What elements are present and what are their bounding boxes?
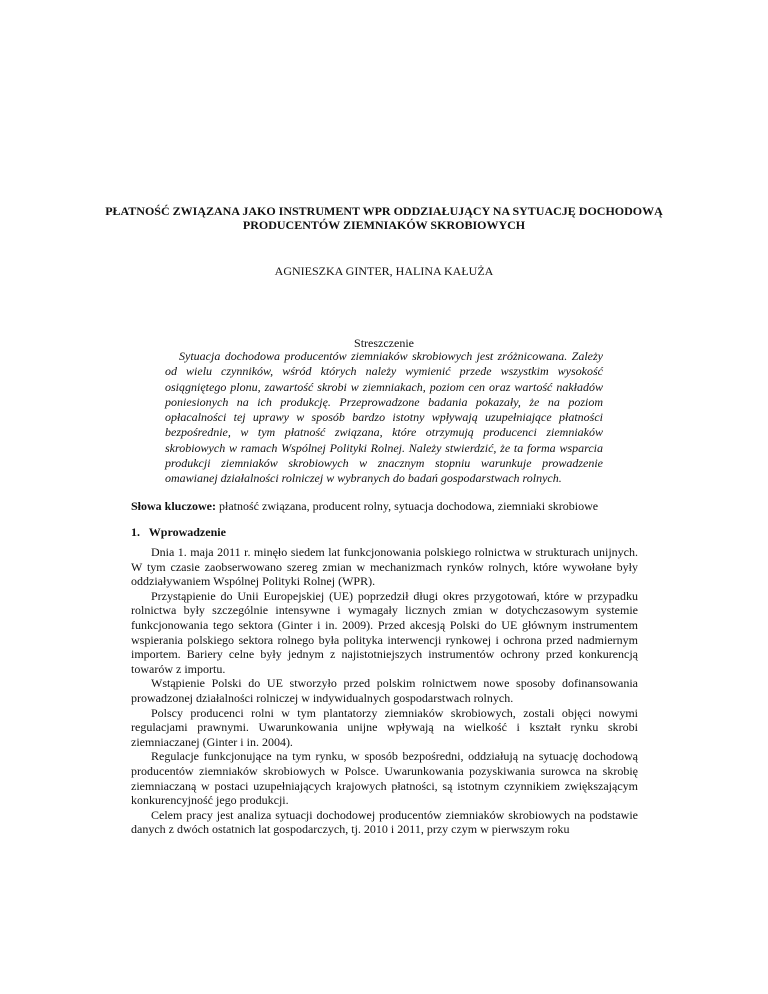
keywords-text: płatność związana, producent rolny, sytuacja dochodowa, ziemniaki skrobiowe [219, 499, 599, 513]
paragraph: Przystąpienie do Unii Europejskiej (UE) poprzedził długi okres przygotowań, które w przypadku rolnictwa były szczególnie intensywne i wymagały licznych zmian w dotychczasowym systemie funkcjonowania tego sektora (Ginter i in. 2009). Przed akcesją Polski do UE głównym instrumentem wspierania polskiego sektora rolnego była polityka interwencji rynkowej i ochrona przed nadmiernym importem. Bariery celne były jednym z najistotniejszych instrumentów ochrony przed konkurencją towarów z importu. [131, 588, 638, 676]
abstract-heading: Streszczenie [354, 336, 414, 350]
paragraph: Dnia 1. maja 2011 r. minęło siedem lat funkcjonowania polskiego rolnictwa w strukturach unijnych. W tym czasie zaobserwowano szereg zmian w mechanizmach rynków rolnych, które wywołane były oddziaływaniem Wspólnej Polityki Rolnej (WPR). [131, 545, 638, 589]
paragraph: Polscy producenci rolni w tym plantatorzy ziemniaków skrobiowych, zostali objęci nowymi regulacjami prawnymi. Uwarunkowania unijne wpływają na wielkość i kształt rynku skrobi ziemniaczanej (Ginter i in. 2004). [131, 705, 638, 749]
section-title: Wprowadzenie [148, 525, 226, 539]
section-heading [131, 525, 651, 540]
section-number: 1. [131, 525, 140, 539]
body-text [131, 545, 638, 837]
paper-title: PŁATNOŚĆ ZWIĄZANA JAKO INSTRUMENT WPR ODDZIAŁUJĄCY NA SYTUACJĘ DOCHODOWĄ PRODUCENTÓW ZIEMNIAKÓW SKROBIOWYCH [105, 204, 663, 232]
abstract-text: Sytuacja dochodowa producentów ziemniaków skrobiowych jest zróżnicowana. Zależy od wielu czynników, wśród których należy wymienić przede wszystkim wysokość osiągniętego plonu, zawartość skrobi w ziemniakach, poziom cen oraz wartość nakładów poniesionych na ich produkcję. Przeprowadzone badania pokazały, że na poziom opłacalności tej uprawy w sposób bardzo istotny wpływają uzupełniające płatności bezpośrednie, w tym płatność związana, które otrzymują producenci ziemniaków skrobiowych w ramach Wspólnej Polityki Rolnej. Należy stwierdzić, że ta forma wsparcia produkcji ziemniaków skrobiowych w znacznym stopniu warunkuje prowadzenie omawianej działalności rolniczej w wybranych do badań gospodarstwach rolnych. [165, 349, 603, 486]
keywords-label: Słowa kluczowe: [131, 499, 216, 513]
keywords-line [131, 499, 651, 514]
paragraph: Regulacje funkcjonujące na tym rynku, w sposób bezpośredni, oddziałują na sytuację dochodową producentów ziemniaków skrobiowych w Polsce. Uwarunkowania pozyskiwania surowca na skrobię ziemniaczaną w postaci uzupełniających krajowych płatności, są istotnym czynnikiem zwiększającym konkurencyjność jego produkcji. [131, 749, 638, 808]
paper-authors: AGNIESZKA GINTER, HALINA KAŁUŻA [274, 264, 494, 278]
paragraph: Wstąpienie Polski do UE stworzyło przed polskim rolnictwem nowe sposoby dofinansowania prowadzonej działalności rolniczej w indywidualnych gospodarstwach rolnych. [131, 676, 638, 705]
paragraph: Celem pracy jest analiza sytuacji dochodowej producentów ziemniaków skrobiowych na podstawie danych z dwóch ostatnich lat gospodarczych, tj. 2010 i 2011, przy czym w pierwszym roku [131, 807, 638, 837]
